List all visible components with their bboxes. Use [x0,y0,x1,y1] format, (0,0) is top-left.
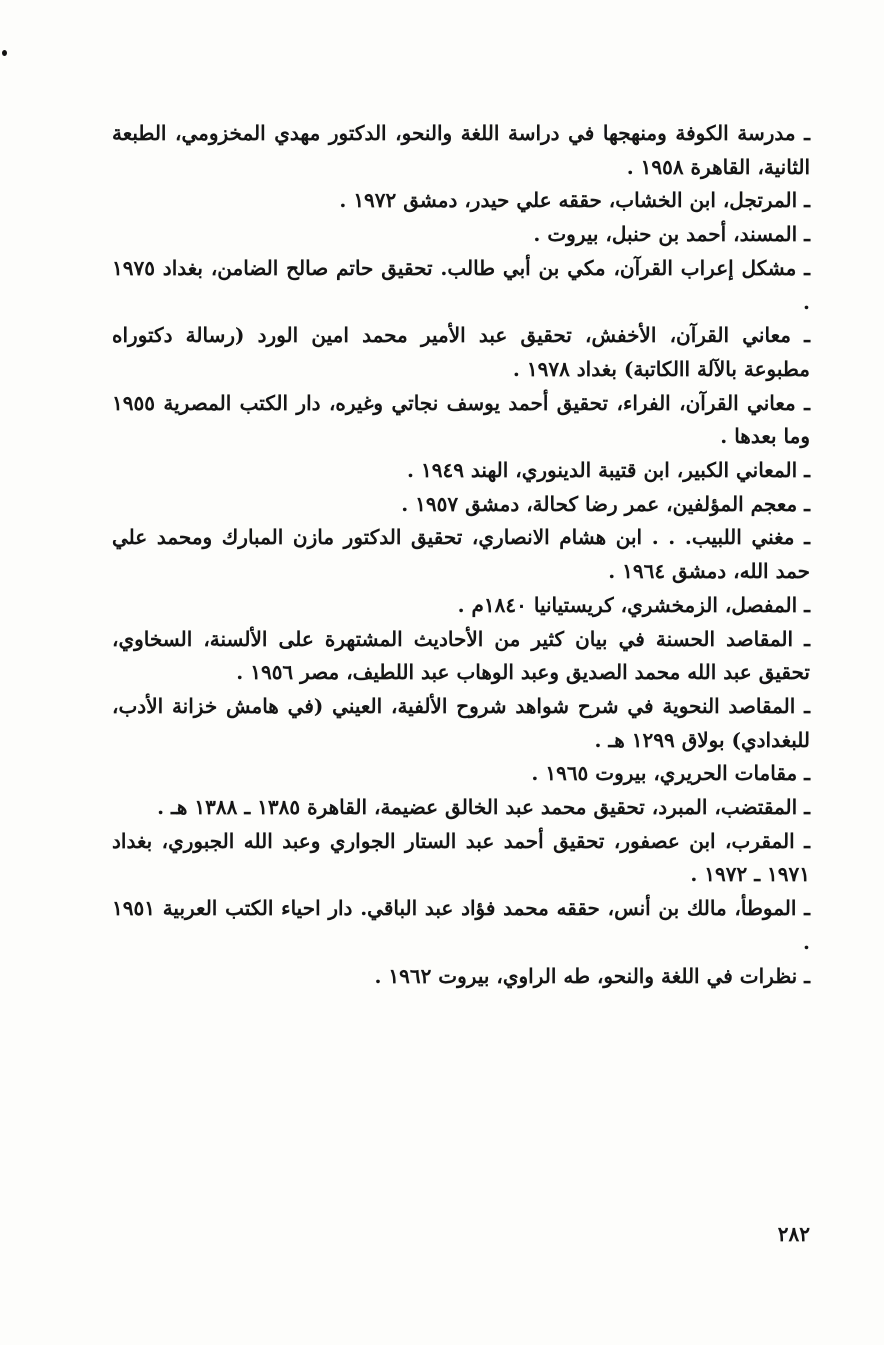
bibliography-list [112,117,810,993]
bibliography-entry: ـ مدرسة الكوفة ومنهجها في دراسة اللغة والنحو، الدكتور مهدي المخزومي، الطبعة الثانية، القاهرة ١٩٥٨ . [112,121,810,179]
bibliography-entry: ـ مقامات الحريري، بيروت ١٩٦٥ . [531,761,810,786]
bibliography-entry: ـ مشكل إعراب القرآن، مكي بن أبي طالب. تحقيق حاتم صالح الضامن، بغداد ١٩٧٥ . [112,255,810,314]
bibliography-entry: ـ معاني القرآن، الأخفش، تحقيق عبد الأمير محمد امين الورد (رسالة دكتوراه مطبوعة بالآلة االكاتبة) بغداد ١٩٧٨ . [112,323,810,381]
bibliography-entry: ـ المعاني الكبير، ابن قتيبة الدينوري، الهند ١٩٤٩ . [407,458,810,483]
bibliography-entry: ـ معجم المؤلفين، عمر رضا كحالة، دمشق ١٩٥٧ . [401,491,810,516]
bibliography-entry: ـ المقاصد الحسنة في بيان كثير من الأحاديث المشتهرة على الألسنة، السخاوي، تحقيق عبد الله محمد الصديق وعبد الوهاب عبد اللطيف، مصر ١٩٥٦ . [112,626,810,685]
bibliography-entry: ـ الموطأ، مالك بن أنس، حققه محمد فؤاد عبد الباقي. دار احياء الكتب العربية ١٩٥١ . [112,896,811,954]
bibliography-entry: ـ مغني اللبيب. . . ابن هشام الانصاري، تحقيق الدكتور مازن المبارك ومحمد علي حمد الله، دمشق ١٩٦٤ . [112,525,810,584]
bibliography-entry: ـ المرتجل، ابن الخشاب، حققه علي حيدر، دمشق ١٩٧٢ . [339,188,810,213]
page-number: ٢٨٢ [777,1222,810,1246]
bibliography-entry: ـ المفصل، الزمخشري، كريستيانيا ١٨٤٠م . [457,592,810,617]
bibliography-entry: ـ المقتضب، المبرد، تحقيق محمد عبد الخالق عضيمة، القاهرة ١٣٨٥ ـ ١٣٨٨ هـ . [157,795,810,820]
bibliography-entry: ـ معاني القرآن، الفراء، تحقيق أحمد يوسف نجاتي وغيره، دار الكتب المصرية ١٩٥٥ وما بعدها . [112,390,810,449]
bibliography-entry: ـ المقرب، ابن عصفور، تحقيق أحمد عبد الستار الجواري وعبد الله الجبوري، بغداد ١٩٧١ ـ ١٩٧٢ . [112,828,810,887]
bibliography-entry: ـ نظرات في اللغة والنحو، طه الراوي، بيروت ١٩٦٢ . [374,963,810,988]
bibliography-entry: ـ المقاصد النحوية في شرح شواهد شروح الألفية، العيني (في هامش خزانة الأدب، للبغدادي) بولاق ١٢٩٩ هـ . [112,693,810,752]
margin-dot [2,50,7,56]
bibliography-entry: ـ المسند، أحمد بن حنبل، بيروت . [533,222,810,247]
